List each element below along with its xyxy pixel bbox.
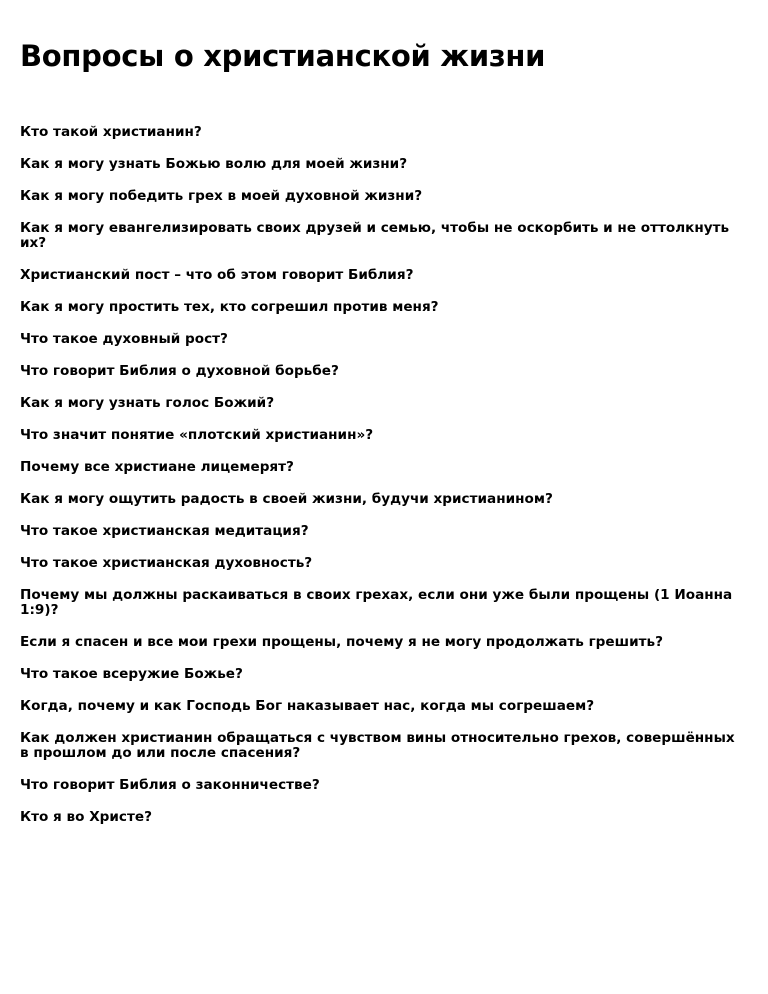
question-item[interactable]: Когда, почему и как Господь Бог наказывает нас, когда мы согрешаем? [20,698,595,714]
question-item[interactable]: Как я могу узнать Божью волю для моей жизни? [20,156,408,172]
question-item[interactable]: Как я могу узнать голос Божий? [20,395,275,411]
question-item[interactable]: Христианский пост – что об этом говорит Библия? [20,267,414,283]
question-item[interactable]: Что говорит Библия о духовной борьбе? [20,363,339,379]
question-item[interactable]: Если я спасен и все мои грехи прощены, почему я не могу продолжать грешить? [20,634,663,650]
question-item[interactable]: Как я могу простить тех, кто согрешил против меня? [20,299,439,315]
question-item[interactable]: Что такое христианская духовность? [20,555,313,571]
question-item[interactable]: Что говорит Библия о законничестве? [20,777,320,793]
question-item[interactable]: Кто такой христианин? [20,124,202,140]
question-item[interactable]: Как должен христианин обращаться с чувством вины относительно грехов, совершённых в прошлом до или после спасения? [20,730,735,761]
question-item[interactable]: Как я могу евангелизировать своих друзей и семью, чтобы не оскорбить и не оттолкнуть их? [20,220,730,251]
question-item[interactable]: Кто я во Христе? [20,809,152,825]
question-item[interactable]: Как я могу ощутить радость в своей жизни, будучи христианином? [20,491,553,507]
question-item[interactable]: Что такое всеружие Божье? [20,666,243,682]
question-item[interactable]: Как я могу победить грех в моей духовной жизни? [20,188,423,204]
question-item[interactable]: Почему мы должны раскаиваться в своих грехах, если они уже были прощены (1 Иоанна 1:9)? [20,587,733,618]
question-item[interactable]: Что такое христианская медитация? [20,523,309,539]
question-item[interactable]: Почему все христиане лицемерят? [20,459,294,475]
question-list [20,125,744,842]
question-item[interactable]: Что значит понятие «плотский христианин»? [20,427,374,443]
page-title: Вопросы о христианской жизни [20,39,546,73]
question-item[interactable]: Что такое духовный рост? [20,331,228,347]
